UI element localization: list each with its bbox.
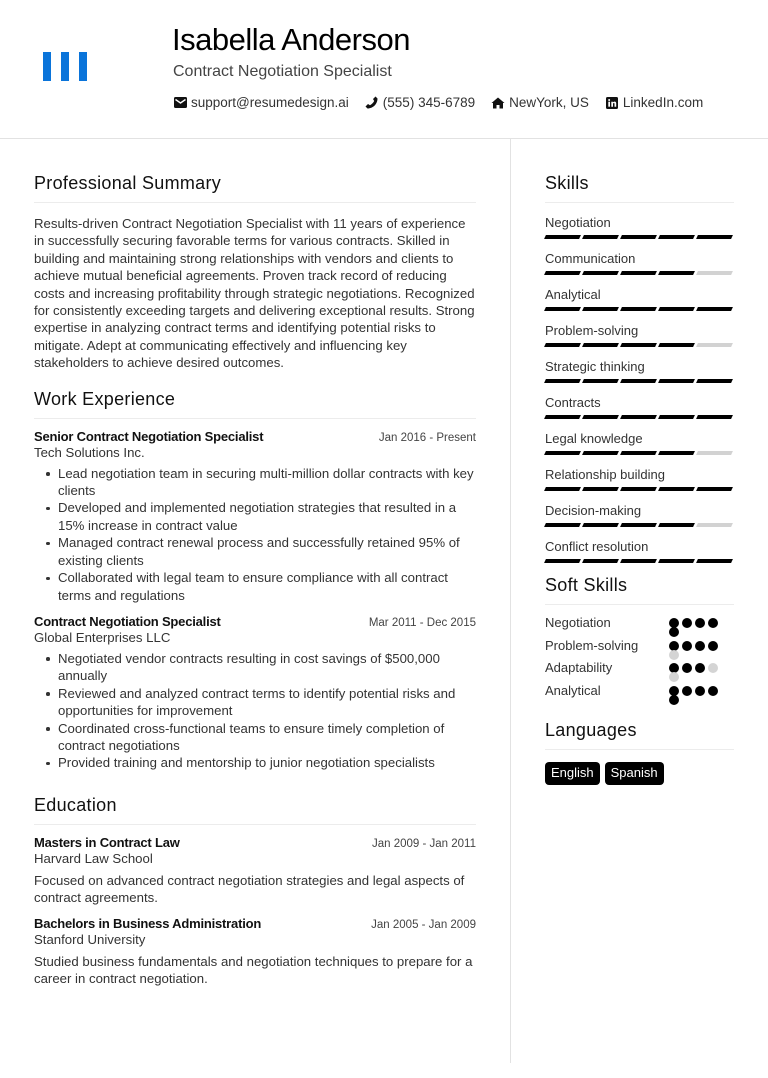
- skill-level-meter: [545, 523, 734, 527]
- soft-skill-rating: [669, 663, 723, 673]
- level-segment-filled: [696, 235, 733, 239]
- job-bullet: Managed contract renewal process and successfully retained 95% of existing clients: [34, 534, 476, 569]
- skill-item: [545, 394, 734, 419]
- level-segment-filled: [658, 343, 695, 347]
- skill-item: [545, 286, 734, 311]
- level-segment-filled: [582, 523, 619, 527]
- skill-name: Analytical: [545, 287, 601, 302]
- level-segment-filled: [696, 487, 733, 491]
- skill-item: [545, 214, 734, 239]
- skill-item: [545, 538, 734, 563]
- rating-dot-empty: [708, 663, 718, 673]
- section-heading: Skills: [545, 173, 734, 203]
- level-segment-filled: [620, 235, 657, 239]
- experience-section: [34, 389, 476, 772]
- rating-dot-filled: [682, 686, 692, 696]
- level-segment-filled: [544, 487, 581, 491]
- level-segment-filled: [658, 415, 695, 419]
- degree: Masters in Contract Law: [34, 834, 180, 850]
- level-segment-filled: [620, 451, 657, 455]
- skill-item: [545, 466, 734, 491]
- job-dates: Mar 2011 - Dec 2015: [368, 616, 476, 629]
- soft-skill-name: Adaptability: [545, 660, 613, 675]
- section-heading: Languages: [545, 720, 734, 750]
- rating-dot-filled: [682, 641, 692, 651]
- section-heading: Work Experience: [34, 389, 476, 419]
- job-entry: [34, 429, 476, 604]
- candidate-title: Contract Negotiation Specialist: [173, 63, 392, 80]
- level-segment-filled: [544, 523, 581, 527]
- contact-linkedin[interactable]: [605, 95, 703, 110]
- education-entry: [34, 835, 476, 907]
- section-heading: Professional Summary: [34, 173, 476, 203]
- level-segment-filled: [696, 415, 733, 419]
- rating-dot-filled: [669, 695, 679, 705]
- education-section: [34, 795, 476, 988]
- skill-item: [545, 358, 734, 383]
- job-bullet: Coordinated cross-functional teams to ensure timely completion of contract negotiations: [34, 720, 476, 755]
- level-segment-filled: [544, 451, 581, 455]
- skill-name: Negotiation: [545, 215, 611, 230]
- soft-skill-item: [545, 680, 734, 703]
- skill-item: [545, 250, 734, 275]
- section-heading: Education: [34, 795, 476, 825]
- level-segment-filled: [582, 559, 619, 563]
- skill-item: [545, 502, 734, 527]
- contact-linkedin-text: LinkedIn.com: [622, 95, 704, 110]
- soft-skills-section: [545, 575, 734, 702]
- level-segment-filled: [582, 343, 619, 347]
- skill-name: Conflict resolution: [545, 539, 649, 554]
- level-segment-filled: [658, 307, 695, 311]
- soft-skill-name: Negotiation: [545, 615, 611, 630]
- level-segment-filled: [658, 523, 695, 527]
- job-bullets: [34, 465, 476, 604]
- skill-level-meter: [545, 343, 734, 347]
- summary-text: Results-driven Contract Negotiation Specialist with 11 years of experience in successfully securing favorable terms for various contracts. Skilled in building and maintaining strong relationships with vendors and clients to achieve mutual beneficial agreements. Proven track record of reducing costs and increasing profitability through strategic negotiations. Recognized for consistently exceeding targets and delivering exceptional results. Strong expertise in analyzing contract terms and identifying potential risks to mitigate. Adept at communicating effectively and influencing key stakeholders to achieve desired outcomes.: [34, 216, 475, 371]
- level-segment-filled: [544, 271, 581, 275]
- contact-list: [173, 95, 719, 110]
- school: Harvard Law School: [34, 850, 153, 866]
- skill-level-meter: [545, 235, 734, 239]
- skill-name: Decision-making: [545, 503, 642, 518]
- job-bullet: Reviewed and analyzed contract terms to identify potential risks and opportunities for improvement: [34, 685, 476, 720]
- soft-skill-rating: [669, 686, 723, 696]
- candidate-name: Isabella Anderson: [172, 22, 410, 57]
- soft-skill-rating: [669, 618, 723, 628]
- linkedin-icon: [605, 96, 619, 110]
- rating-dot-filled: [708, 641, 718, 651]
- level-segment-filled: [658, 379, 695, 383]
- skills-section: [545, 173, 734, 563]
- degree: Bachelors in Business Administration: [34, 915, 262, 931]
- education-description: Studied business fundamentals and negotiation techniques to prepare for a career in contract negotiation.: [34, 953, 473, 986]
- level-segment-filled: [620, 523, 657, 527]
- level-segment-empty: [696, 523, 733, 527]
- level-segment-filled: [620, 343, 657, 347]
- skill-name: Strategic thinking: [545, 359, 645, 374]
- section-heading: Soft Skills: [545, 575, 734, 605]
- rating-dot-filled: [682, 618, 692, 628]
- skill-level-meter: [545, 271, 734, 275]
- skill-name: Communication: [545, 251, 636, 266]
- rating-dot-filled: [708, 618, 718, 628]
- rating-dot-filled: [695, 641, 705, 651]
- level-segment-filled: [544, 307, 581, 311]
- contact-location-text: NewYork, US: [509, 95, 589, 110]
- rating-dot-filled: [695, 618, 705, 628]
- job-bullets: [34, 650, 476, 772]
- level-segment-filled: [620, 271, 657, 275]
- contact-email-text: support@resumedesign.ai: [191, 95, 349, 110]
- job-bullet: Provided training and mentorship to junior negotiation specialists: [34, 754, 476, 771]
- level-segment-filled: [696, 307, 733, 311]
- job-role: Senior Contract Negotiation Specialist: [34, 428, 264, 444]
- job-company: Global Enterprises LLC: [34, 629, 171, 645]
- soft-skill-rating: [669, 641, 723, 651]
- skill-name: Relationship building: [545, 467, 665, 482]
- education-description: Focused on advanced contract negotiation strategies and legal aspects of contract agreements.: [34, 872, 465, 906]
- level-segment-filled: [544, 559, 581, 563]
- level-segment-filled: [620, 379, 657, 383]
- skill-level-meter: [545, 379, 734, 383]
- skill-level-meter: [545, 451, 734, 455]
- education-entry: [34, 916, 476, 988]
- skills-list: [545, 214, 734, 563]
- level-segment-filled: [582, 235, 619, 239]
- skill-name: Contracts: [545, 395, 601, 410]
- level-segment-empty: [696, 271, 733, 275]
- skill-level-meter: [545, 415, 734, 419]
- skill-level-meter: [545, 559, 734, 563]
- job-bullet: Lead negotiation team in securing multi-million dollar contracts with key clients: [34, 465, 476, 500]
- level-segment-filled: [620, 487, 657, 491]
- education-dates: Jan 2005 - Jan 2009: [371, 918, 476, 931]
- job-entry: [34, 614, 476, 772]
- languages-section: [545, 720, 734, 785]
- school: Stanford University: [34, 931, 146, 947]
- languages-list: [545, 762, 734, 785]
- level-segment-filled: [658, 271, 695, 275]
- home-icon: [491, 96, 505, 110]
- level-segment-filled: [658, 451, 695, 455]
- column-divider: [510, 139, 511, 1063]
- job-bullet: Negotiated vendor contracts resulting in cost savings of $500,000 annually: [34, 650, 476, 685]
- soft-skills-list: [545, 612, 734, 702]
- rating-dot-filled: [708, 686, 718, 696]
- level-segment-filled: [544, 235, 581, 239]
- level-segment-filled: [658, 559, 695, 563]
- level-segment-filled: [582, 271, 619, 275]
- logo-bar: [79, 52, 87, 81]
- level-segment-empty: [696, 343, 733, 347]
- main-column: [34, 139, 476, 987]
- job-role: Contract Negotiation Specialist: [34, 613, 221, 629]
- language-badge: Spanish: [605, 762, 664, 785]
- soft-skill-item: [545, 657, 734, 680]
- job-company: Tech Solutions Inc.: [34, 444, 145, 460]
- contact-phone[interactable]: [365, 95, 475, 110]
- level-segment-empty: [696, 451, 733, 455]
- job-bullet: Developed and implemented negotiation strategies that resulted in a 15% increase in contract value: [34, 499, 476, 534]
- skill-level-meter: [545, 307, 734, 311]
- side-column: [545, 139, 734, 785]
- level-segment-filled: [582, 379, 619, 383]
- logo-bar: [61, 52, 69, 81]
- level-segment-filled: [544, 379, 581, 383]
- level-segment-filled: [658, 235, 695, 239]
- job-dates: Jan 2016 - Present: [378, 431, 476, 444]
- level-segment-filled: [582, 487, 619, 491]
- skill-item: [545, 430, 734, 455]
- resume-header: [0, 0, 768, 139]
- level-segment-filled: [544, 343, 581, 347]
- level-segment-filled: [582, 307, 619, 311]
- envelope-icon: [173, 96, 187, 110]
- contact-email[interactable]: [173, 95, 349, 110]
- education-dates: Jan 2009 - Jan 2011: [371, 837, 476, 850]
- level-segment-filled: [582, 451, 619, 455]
- contact-phone-text: (555) 345-6789: [382, 95, 476, 110]
- skill-level-meter: [545, 487, 734, 491]
- level-segment-filled: [620, 415, 657, 419]
- phone-icon: [365, 96, 379, 110]
- rating-dot-filled: [682, 663, 692, 673]
- level-segment-filled: [696, 379, 733, 383]
- soft-skill-item: [545, 612, 734, 635]
- skill-item: [545, 322, 734, 347]
- level-segment-filled: [620, 559, 657, 563]
- logo-icon: [43, 52, 87, 81]
- level-segment-filled: [696, 559, 733, 563]
- soft-skill-name: Analytical: [545, 682, 601, 698]
- logo-bar: [43, 52, 51, 81]
- level-segment-filled: [544, 415, 581, 419]
- level-segment-filled: [620, 307, 657, 311]
- summary-section: [34, 173, 476, 372]
- soft-skill-name: Problem-solving: [545, 637, 639, 653]
- contact-location: [491, 95, 589, 110]
- rating-dot-filled: [695, 663, 705, 673]
- rating-dot-filled: [695, 686, 705, 696]
- level-segment-filled: [582, 415, 619, 419]
- skill-name: Legal knowledge: [545, 431, 643, 446]
- level-segment-filled: [658, 487, 695, 491]
- soft-skill-item: [545, 635, 734, 658]
- language-badge: English: [545, 762, 600, 785]
- job-bullet: Collaborated with legal team to ensure compliance with all contract terms and regulations: [34, 569, 476, 604]
- skill-name: Problem-solving: [545, 323, 639, 338]
